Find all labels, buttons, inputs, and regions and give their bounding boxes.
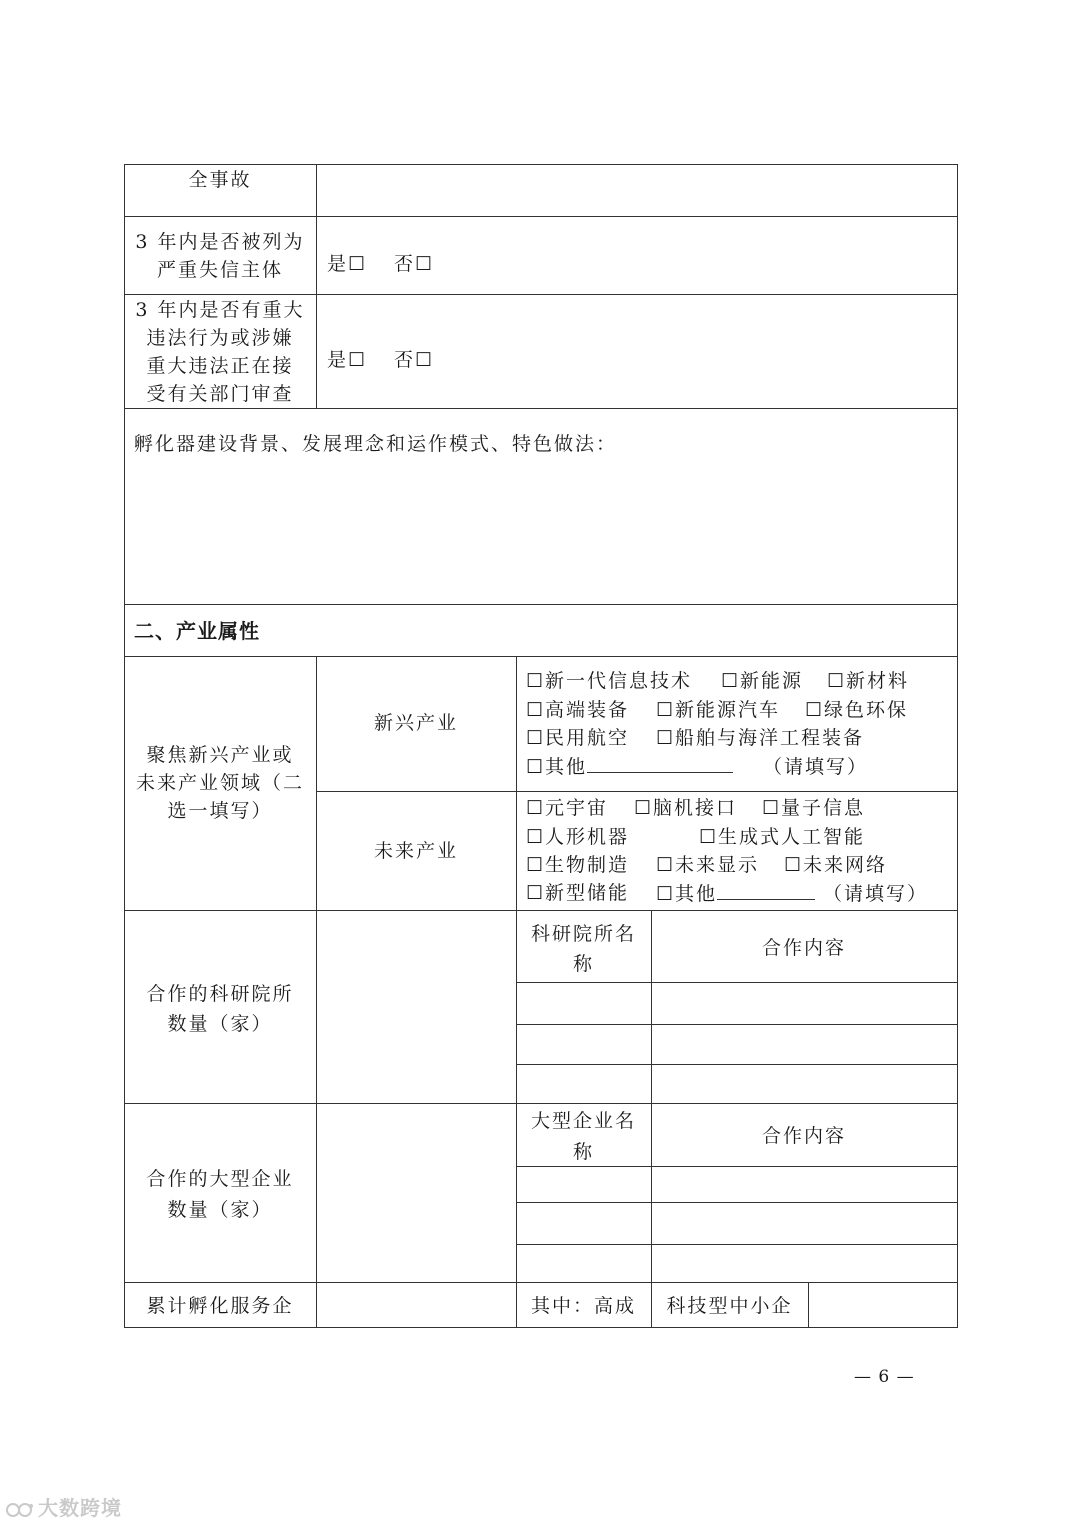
future-other-blank[interactable] xyxy=(717,879,815,900)
future-option-biomanufacturing[interactable]: ☐生物制造 xyxy=(526,854,630,876)
watermark-text: 大数跨境 xyxy=(38,1496,122,1520)
enterprise-count-input[interactable] xyxy=(317,1104,516,1282)
emerging-other-blank[interactable] xyxy=(587,752,733,773)
page-number: — 6 — xyxy=(854,1367,915,1387)
future-option-bci[interactable]: ☐脑机接口 xyxy=(634,797,738,819)
focus-label-line1: 聚焦新兴产业或 xyxy=(146,744,294,766)
emerging-option-new-energy[interactable]: ☐新能源 xyxy=(721,670,804,692)
emerging-industry-label: 新兴产业 xyxy=(373,712,458,734)
future-option-humanoid[interactable]: ☐人形机器 xyxy=(526,826,630,848)
enterprise-name-header-line1: 大型企业名 xyxy=(530,1110,636,1132)
enterprise-content-header: 合作内容 xyxy=(761,1125,846,1147)
research-label-line2: 数量（家） xyxy=(167,1013,273,1035)
row-violation-label-line1: 3 年内是否有重大 xyxy=(135,299,305,321)
emerging-option-nev[interactable]: ☐新能源汽车 xyxy=(656,699,781,721)
future-option-storage[interactable]: ☐新型储能 xyxy=(526,882,630,904)
high-growth-label: 其中：高成 xyxy=(530,1295,636,1317)
watermark-logo-icon xyxy=(6,1501,34,1519)
incubated-label: 累计孵化服务企 xyxy=(146,1295,294,1317)
row-violation-no-checkbox[interactable]: 否☐ xyxy=(394,349,435,371)
row-violation-label-line4: 受有关部门审查 xyxy=(146,383,294,405)
research-content-header: 合作内容 xyxy=(761,937,846,959)
emerging-option-new-materials[interactable]: ☐新材料 xyxy=(827,670,910,692)
background-prompt: 孵化器建设背景、发展理念和运作模式、特色做法： xyxy=(134,433,618,455)
emerging-option-civil-aviation[interactable]: ☐民用航空 xyxy=(526,727,630,749)
emerging-option-green[interactable]: ☐绿色环保 xyxy=(805,699,909,721)
emerging-option-high-end-equipment[interactable]: ☐高端装备 xyxy=(526,699,630,721)
future-option-quantum[interactable]: ☐量子信息 xyxy=(762,797,866,819)
row-violation-label-line3: 重大违法正在接 xyxy=(146,355,294,377)
research-name-header-line1: 科研院所名 xyxy=(530,923,636,945)
row-dishonest-label-line1: 3 年内是否被列为 xyxy=(135,231,305,253)
enterprise-name-header-line2: 称 xyxy=(572,1141,594,1163)
emerging-option-next-gen-it[interactable]: ☐新一代信息技术 xyxy=(526,670,693,692)
watermark xyxy=(6,1492,122,1521)
emerging-option-other[interactable] xyxy=(526,752,868,781)
enterprise-label-line1: 合作的大型企业 xyxy=(146,1168,294,1190)
research-label-line1: 合作的科研院所 xyxy=(146,983,294,1005)
future-option-other[interactable] xyxy=(656,879,928,908)
future-option-network[interactable]: ☐未来网络 xyxy=(784,854,888,876)
row-dishonest-no-checkbox[interactable]: 否☐ xyxy=(394,253,435,275)
emerging-option-other-label: ☐其他 xyxy=(526,756,588,778)
row-accident-label: 全事故 xyxy=(188,169,252,191)
row-accident-value[interactable] xyxy=(317,165,957,216)
section2-title: 二、产业属性 xyxy=(134,619,260,643)
future-option-genai[interactable]: ☐生成式人工智能 xyxy=(699,826,866,848)
enterprise-label-line2: 数量（家） xyxy=(167,1199,273,1221)
future-fill-hint: （请填写） xyxy=(823,883,929,905)
future-option-metaverse[interactable]: ☐元宇宙 xyxy=(526,797,609,819)
emerging-option-marine[interactable]: ☐船舶与海洋工程装备 xyxy=(656,727,865,749)
future-industry-label: 未来产业 xyxy=(373,840,458,862)
focus-label-line2: 未来产业领域（二 xyxy=(135,772,304,794)
future-option-other-label: ☐其他 xyxy=(656,883,718,905)
row-dishonest-yes-checkbox[interactable]: 是☐ xyxy=(327,253,368,275)
future-option-display[interactable]: ☐未来显示 xyxy=(656,854,760,876)
research-count-input[interactable] xyxy=(317,911,516,1103)
background-text-area[interactable] xyxy=(125,462,957,602)
row-violation-label-line2: 违法行为或涉嫌 xyxy=(146,327,294,349)
row-dishonest-label-line2: 严重失信主体 xyxy=(156,259,283,281)
row-violation-yes-checkbox[interactable]: 是☐ xyxy=(327,349,368,371)
tech-sme-label: 科技型中小企 xyxy=(666,1295,793,1317)
focus-label-line3: 选一填写） xyxy=(167,800,273,822)
emerging-fill-hint: （请填写） xyxy=(763,756,869,778)
research-name-header-line2: 称 xyxy=(572,953,594,975)
